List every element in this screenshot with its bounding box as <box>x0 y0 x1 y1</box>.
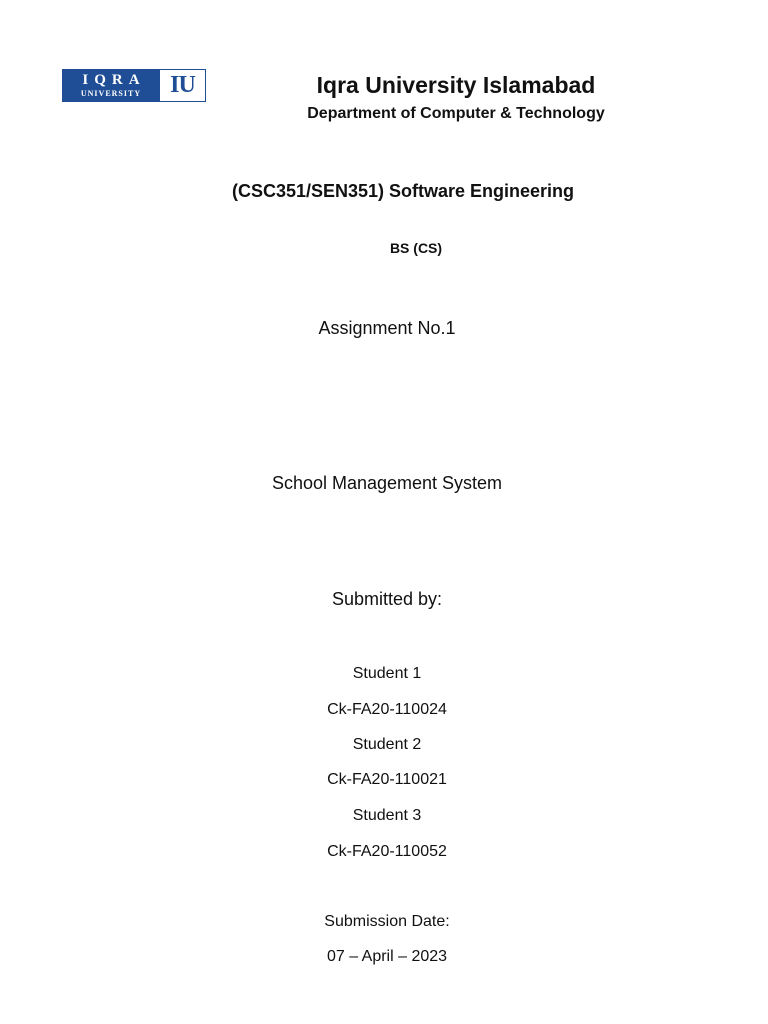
department-title: Department of Computer & Technology <box>307 105 605 122</box>
program-label: BS (CS) <box>389 240 443 256</box>
university-logo <box>62 69 206 102</box>
logo-mark: IU <box>159 70 205 101</box>
submission-date-label: Submission Date: <box>324 913 450 930</box>
submitted-by-heading: Submitted by: <box>331 589 443 609</box>
assignment-title: Assignment No.1 <box>318 318 456 338</box>
submission-date: 07 – April – 2023 <box>326 948 448 965</box>
student-label: Student 3 <box>352 807 422 824</box>
student-label: Student 1 <box>352 665 422 682</box>
logo-wordmark <box>63 70 159 101</box>
course-title: (CSC351/SEN351) Software Engineering <box>231 181 575 201</box>
logo-top-text: IQRA <box>82 72 146 88</box>
student-label: Student 2 <box>352 736 422 753</box>
student-id: Ck-FA20-110021 <box>327 771 447 788</box>
student-id: Ck-FA20-110052 <box>327 843 447 860</box>
university-title: Iqra University Islamabad <box>316 72 596 98</box>
student-id: Ck-FA20-110024 <box>327 701 447 718</box>
project-title: School Management System <box>271 473 503 493</box>
logo-bottom-text: UNIVERSITY <box>80 89 142 98</box>
